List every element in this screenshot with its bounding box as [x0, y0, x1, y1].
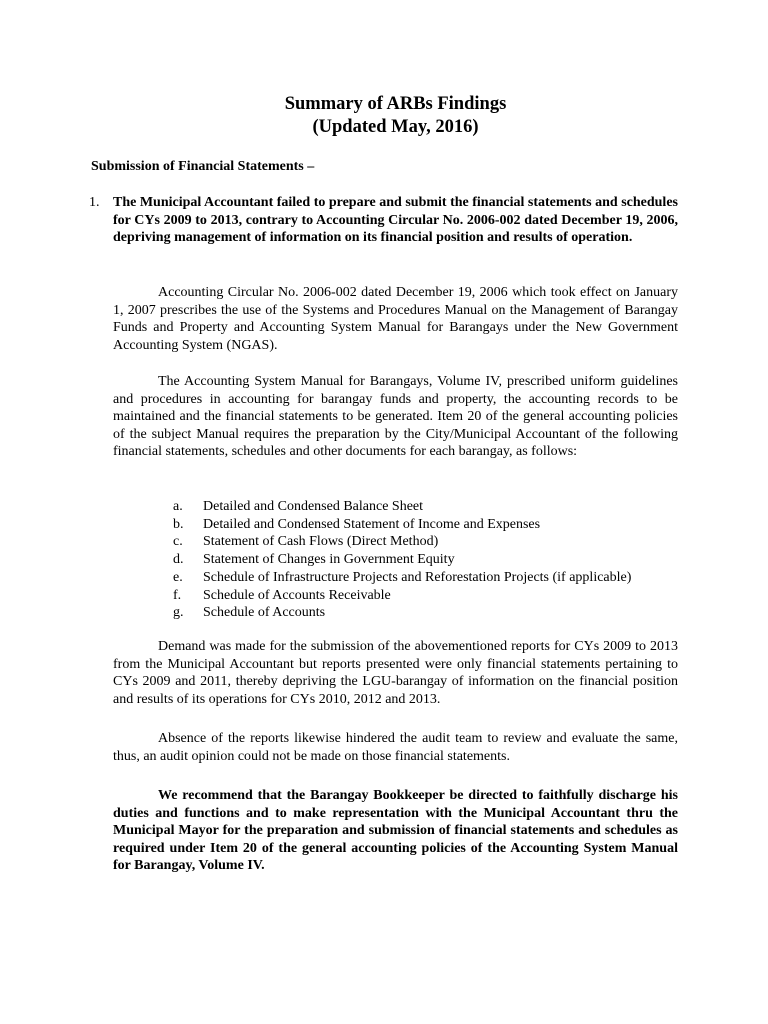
list-marker: a. [173, 499, 183, 514]
section-heading: Submission of Financial Statements – [91, 159, 315, 174]
list-item [173, 587, 631, 605]
list-marker: c. [173, 534, 183, 550]
title-line-1: Summary of ARBs Findings [284, 94, 507, 114]
list-marker: b. [173, 516, 184, 532]
list-marker: d. [173, 552, 184, 568]
list-item-text: Schedule of Accounts [203, 605, 326, 621]
paragraph-accounting-circular: Accounting Circular No. 2006-002 dated December 19, 2006 which took effect on January 1, 2007 prescribes the use of the Systems and Procedures Manual on the Management of Barangay Funds and Property and Accounting System Manual for Barangays under the New Government Accounting System (NGAS). [113, 285, 678, 353]
paragraph-recommendation: We recommend that the Barangay Bookkeeper be directed to faithfully discharge his duties and functions and to make representation with the Municipal Accountant thru the Municipal Mayor for the preparation and submission of financial statements and schedules as required under Item 20 of the general accounting policies of the Accounting System Manual for Barangay, Volume IV. [113, 788, 678, 874]
paragraph-accounting-manual: The Accounting System Manual for Barangays, Volume IV, prescribed uniform guidelines and procedures in accounting for barangay funds and property, the accounting records to be maintained and the financial statements to be generated. Item 20 of the general accounting policies of the subject Manual requires the preparation by the City/Municipal Accountant of the following financial statements, schedules and other documents for each barangay, as follows: [113, 374, 678, 460]
list-item [173, 516, 631, 534]
list-item [173, 551, 631, 569]
paragraph-absence-of-reports: Absence of the reports likewise hindered the audit team to review and evaluate the same, thus, an audit opinion could not be made on those financial statements. [113, 731, 678, 764]
list-item-text: Schedule of Accounts Receivable [203, 587, 391, 603]
list-item-text: Statement of Cash Flows (Direct Method) [203, 534, 439, 550]
list-item [173, 569, 631, 587]
list-item [173, 498, 631, 516]
document-title [113, 93, 678, 139]
list-item [173, 533, 631, 551]
list-item-text: Detailed and Condensed Balance Sheet [203, 499, 424, 514]
finding-1 [89, 194, 678, 247]
paragraph-demand: Demand was made for the submission of the abovementioned reports for CYs 2009 to 2013 from the Municipal Accountant but reports presented were only financial statements pertaining to CYs 2009 and 2011, thereby depriving the LGU-barangay of information on the financial position and results of its operations for CYs 2010, 2012 and 2013. [113, 639, 678, 707]
title-line-2: (Updated May, 2016) [312, 117, 479, 137]
finding-number: 1. [89, 195, 100, 210]
list-marker: e. [173, 569, 183, 585]
required-documents-list [173, 498, 631, 622]
list-item-text: Statement of Changes in Government Equity [203, 552, 455, 568]
list-item [173, 604, 631, 622]
finding-text: The Municipal Accountant failed to prepare and submit the financial statements and schedules for CYs 2009 to 2013, contrary to Accounting Circular No. 2006-002 dated December 19, 2006, depriving management of information on its financial position and results of operation. [113, 195, 678, 245]
list-item-text: Detailed and Condensed Statement of Income and Expenses [203, 516, 541, 532]
document-page [89, 93, 678, 874]
list-item-text: Schedule of Infrastructure Projects and Reforestation Projects (if applicable) [203, 569, 632, 585]
list-marker: f. [173, 587, 182, 603]
list-marker: g. [173, 605, 184, 621]
